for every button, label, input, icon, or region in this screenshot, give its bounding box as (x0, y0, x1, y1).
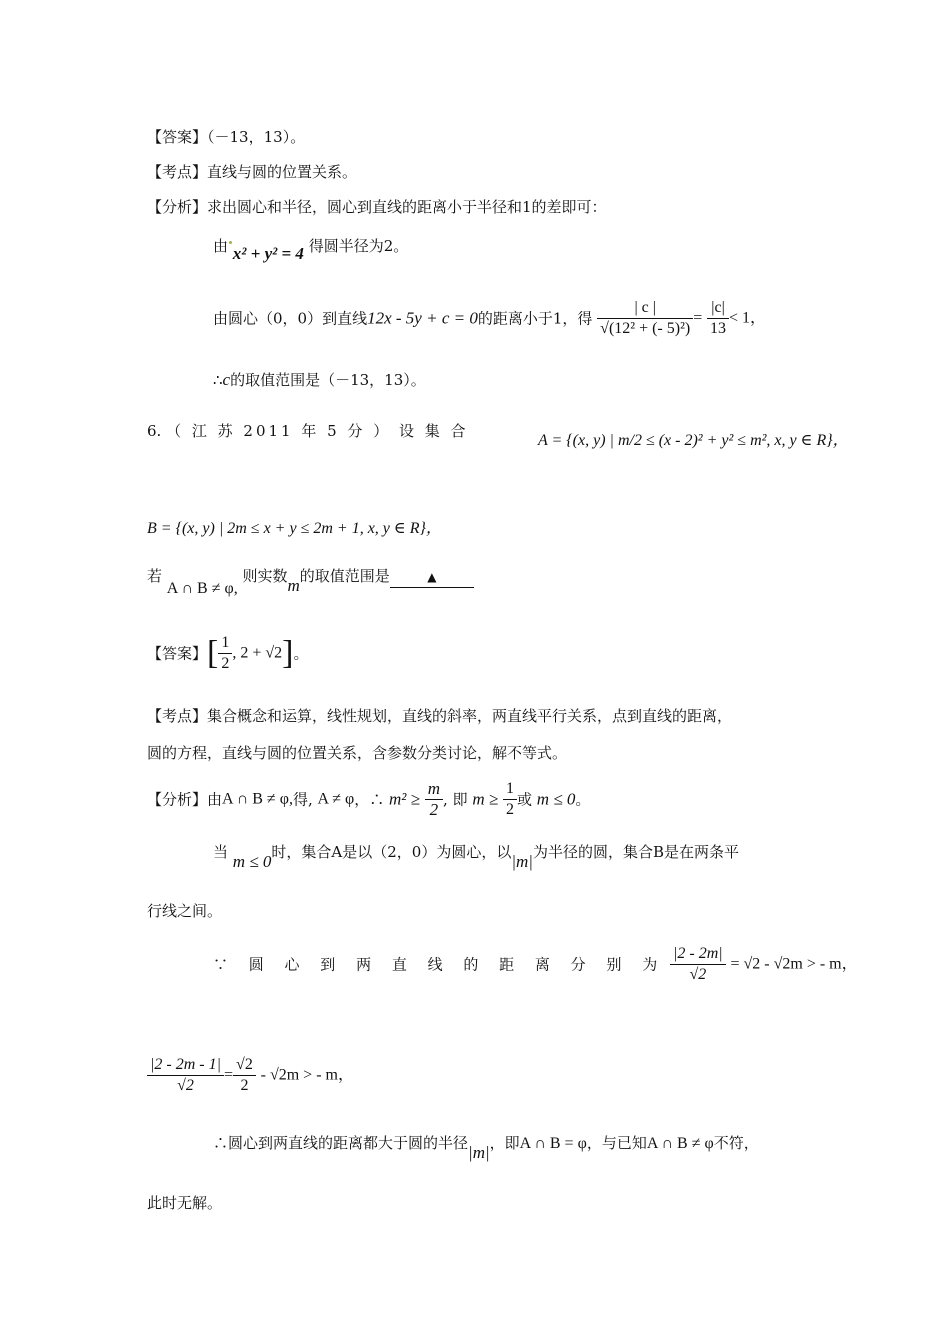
answer-text: （－13，13）。 (207, 128, 306, 146)
left-bracket: [ (207, 634, 219, 672)
distance-2-line (147, 1055, 354, 1107)
distance-2-fraction (147, 1055, 224, 1096)
intersection-empty: A ∩ B = φ (519, 1135, 587, 1152)
intersection-nonempty: A ∩ B ≠ φ, (222, 790, 293, 808)
post-text: 的取值范围是 (299, 567, 390, 585)
distance-1-result: = √2 - √2m > - m， (730, 955, 858, 973)
text-3: 行线之间。 (147, 902, 223, 920)
equals-sign: = (224, 1066, 234, 1084)
circle-equation: x² + y² = 4 (232, 244, 304, 263)
line-equation: 12x - 5y + c = 0 (367, 308, 478, 328)
a-nonempty: A ≠ φ (317, 790, 355, 808)
problem-number: 6. (147, 422, 162, 440)
less-than: < 1， (729, 309, 767, 327)
set-a (538, 430, 849, 451)
conclusion-cont (147, 1193, 222, 1213)
range-text: 的取值范围是（－13，13）。 (230, 371, 426, 389)
intersection-nonempty: A ∩ B ≠ φ (646, 1135, 714, 1152)
var-m: m (287, 576, 300, 595)
fraction-denominator: √(12² + (- 5)²) (600, 320, 691, 337)
text-1: 时，集合A是以（2，0）为圆心，以 (271, 843, 512, 861)
fraction-numerator: 1 (503, 779, 517, 800)
fenxi-1 (147, 197, 607, 217)
m-squared: m² ≥ (389, 789, 420, 809)
problem-6-heading (147, 421, 469, 441)
kaodian-tag: 【考点】 (147, 707, 208, 725)
intersection-nonempty: A ∩ B ≠ φ, (166, 580, 238, 597)
distance-line (213, 298, 766, 354)
fraction-denominator: 2 (221, 655, 230, 672)
fraction-numerator: |c| (707, 298, 729, 319)
set-b-definition: B = {(x, y) | 2m ≤ x + y ≤ 2m + 1, x, y ∈ R}， (147, 520, 442, 537)
fraction-denominator: 13 (710, 320, 727, 337)
text-3: , 即 (443, 790, 468, 809)
answer-tag: 【答案】 (147, 128, 208, 146)
upper-bound: 2 + √2 (240, 644, 283, 662)
lower-bound (218, 633, 232, 674)
fraction-numerator: |2 - 2m| (670, 944, 726, 965)
text-5: 此时无解。 (147, 1194, 223, 1212)
distance-text: ∵ 圆 心 到 两 直 线 的 距 离 分 别 为 (213, 955, 666, 974)
right-bracket: ] (282, 634, 294, 672)
fraction-numerator: √2 (233, 1055, 256, 1076)
distance-fraction (597, 298, 693, 339)
fraction-denominator: 2 (506, 801, 514, 818)
simplified-fraction (707, 298, 729, 339)
distance-2-result: - √2m > - m， (260, 1066, 354, 1084)
text-5: 。 (575, 790, 591, 809)
m-le-zero: m ≤ 0 (232, 852, 272, 871)
root2-half-fraction (233, 1055, 256, 1096)
text-2: ，即 (489, 1134, 520, 1152)
kaodian-text: 直线与圆的位置关系。 (207, 163, 358, 181)
abs-m: |m| (511, 852, 533, 871)
fraction-denominator: √2 (177, 1077, 194, 1094)
text-4: 或 (517, 790, 533, 809)
fenxi-tag: 【分析】 (147, 198, 208, 216)
mid-text: 则实数 (242, 567, 288, 585)
answer-blank (390, 567, 474, 588)
range-line (213, 370, 426, 390)
m-ge: m ≥ (472, 789, 499, 809)
kaodian-tag: 【考点】 (147, 163, 208, 181)
abs-m: |m| (468, 1143, 490, 1162)
text-3: ，与已知 (586, 1134, 647, 1152)
case-m0-line (213, 842, 739, 876)
m-le-zero: m ≤ 0 (536, 789, 576, 809)
answer-2: 【答案】[ $\frac{1}{2}$ , 2 + √2]。 (147, 634, 309, 672)
mid-text: 的距离小于1，得 (477, 309, 593, 328)
kaodian-line-1: 集合概念和运算，线性规划，直线的斜率，两直线平行关系，点到直线的距离， (207, 707, 733, 725)
circle-radius-line (213, 236, 409, 263)
pre-text: 由 (207, 790, 223, 809)
text-1: 得, (292, 790, 313, 809)
triangle-mark: ▲ (427, 570, 437, 584)
answer-tag: 【答案】 (147, 644, 208, 663)
fraction-denominator: √2 (689, 966, 707, 983)
fraction-denominator: 2 (429, 800, 439, 819)
set-b (147, 518, 442, 539)
distance-1-line (213, 944, 858, 996)
pre-text: 当 (213, 843, 229, 861)
set-a-definition: A = {(x, y) | m/2 ≤ (x - 2)² + y² ≤ m², x, y ∈ R}， (538, 432, 849, 449)
post-text: 。 (293, 644, 309, 663)
fenxi-text: 求出圆心和半径，圆心到直线的距离小于半径和1的差即可： (207, 198, 607, 216)
fenxi-tag: 【分析】 (147, 790, 208, 809)
fraction-denominator: 2 (240, 1077, 249, 1094)
equals-sign: = (693, 309, 703, 327)
text-2: ，∴ (354, 790, 385, 809)
pre-text: 若 (147, 567, 163, 585)
fraction-numerator: |2 - 2m - 1| (147, 1055, 224, 1076)
conclusion-line (213, 1133, 759, 1167)
kaodian-1 (147, 162, 357, 182)
fraction-numerator: | c | (597, 298, 693, 319)
text-1: ∴圆心到两直线的距离都大于圆的半径 (213, 1134, 469, 1152)
therefore-symbol: ∴ (213, 371, 223, 389)
kaodian-2 (147, 706, 732, 726)
pre-text: 由 (213, 237, 229, 255)
fenxi-2 (147, 779, 590, 823)
m-half-fraction (425, 779, 443, 820)
text-4: 不符， (713, 1134, 759, 1152)
kaodian-line-2: 圆的方程，直线与圆的位置关系，含参数分类讨论，解不等式。 (147, 744, 568, 762)
case-m0-cont (147, 901, 222, 921)
fraction-numerator: m (425, 779, 443, 800)
condition-line (147, 566, 474, 600)
kaodian-2-cont (147, 743, 567, 763)
post-text: 得圆半径为2。 (308, 237, 409, 255)
var-c: c (222, 370, 231, 389)
problem-source: （ 江 苏 2011 年 5 分 ） 设 集 合 (166, 422, 469, 440)
answer-1 (147, 127, 305, 147)
pre-text: 由圆心（0，0）到直线 (213, 309, 368, 328)
fraction-numerator: 1 (218, 633, 232, 654)
half-fraction (503, 779, 517, 820)
text-2: 为半径的圆，集合B是在两条平 (532, 843, 739, 861)
distance-1-fraction (670, 944, 726, 985)
